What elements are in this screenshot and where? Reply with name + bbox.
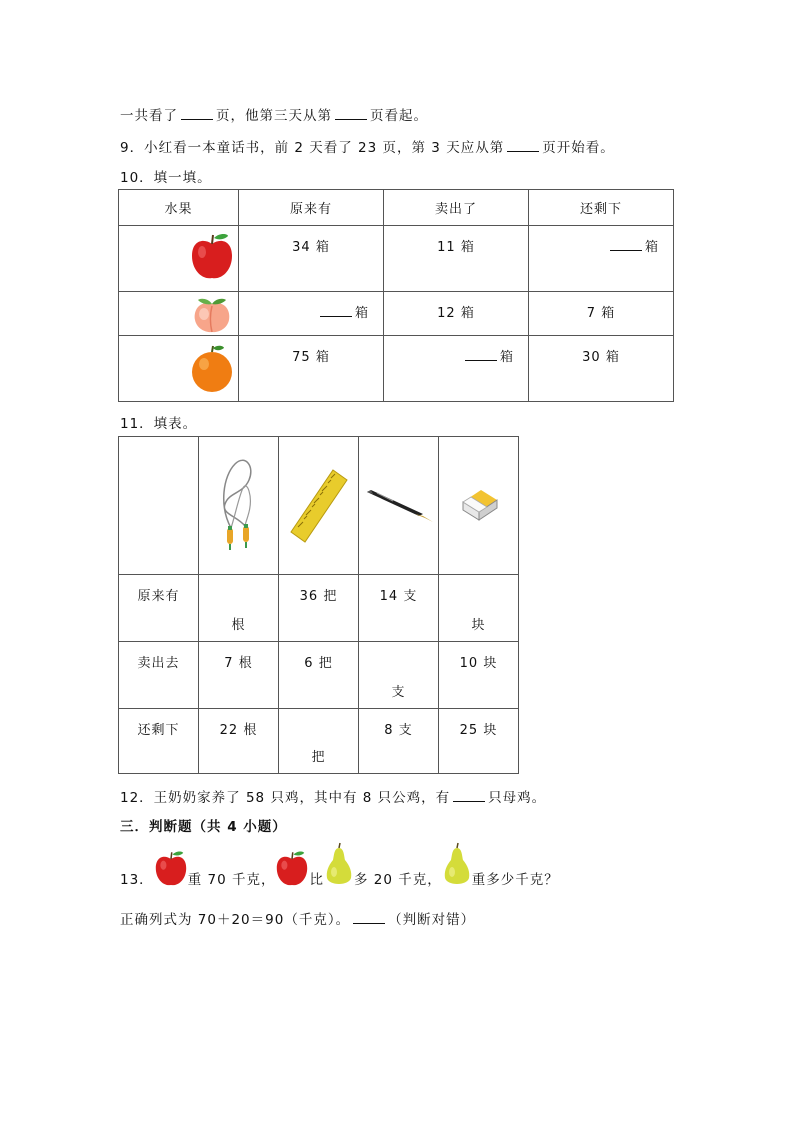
pear-icon [442, 842, 472, 892]
table-row: 卖出去 7 根 6 把 支 10 块 [119, 642, 519, 709]
apple-icon [190, 232, 234, 286]
jump-rope-icon [199, 437, 278, 574]
section-title: 三．判断题（共 4 小题） [120, 819, 287, 835]
ruler-icon [279, 437, 358, 574]
question-11-title: 11．填表。 [120, 416, 198, 432]
apple-icon [275, 850, 309, 892]
answer-blank[interactable] [353, 911, 385, 924]
question-12: 12．王奶奶家养了 58 只鸡，其中有 8 只公鸡，有 只母鸡。 [120, 790, 547, 806]
answer-blank[interactable] [320, 304, 352, 317]
table-row: 75 箱 箱 30 箱 [119, 336, 674, 402]
answer-blank[interactable] [465, 348, 497, 361]
orange-icon [190, 342, 234, 398]
question-13-statement: 正确列式为 70＋20＝90（千克）。 （判断对错） [120, 912, 476, 928]
question-10-title: 10．填一填。 [120, 170, 212, 186]
fruit-table [118, 189, 674, 402]
answer-blank[interactable] [335, 107, 367, 120]
answer-blank[interactable] [181, 107, 213, 120]
table-row: 箱 12 箱 7 箱 [119, 292, 674, 336]
header-cell: 卖出了 [384, 190, 529, 226]
header-cell: 还剩下 [529, 190, 674, 226]
eraser-icon [439, 437, 518, 574]
header-cell: 水果 [119, 190, 239, 226]
table-row: 34 箱 11 箱 箱 [119, 226, 674, 292]
question-8-tail: 一共看了 页，他第三天从第 页看起。 [120, 108, 428, 124]
peach-icon [190, 296, 234, 338]
table-row [119, 437, 519, 575]
header-cell: 原来有 [239, 190, 384, 226]
stationery-table [118, 436, 519, 774]
pear-icon [324, 842, 354, 892]
answer-blank[interactable] [507, 139, 539, 152]
apple-icon [154, 850, 188, 892]
table-row: 还剩下 22 根 把 8 支 25 块 [119, 709, 519, 774]
pen-icon [359, 437, 438, 574]
question-9: 9．小红看一本童话书，前 2 天看了 23 页，第 3 天应从第 页开始看。 [120, 140, 615, 156]
table-row: 原来有 根 36 把 14 支 块 [119, 575, 519, 642]
answer-blank[interactable] [610, 238, 642, 251]
answer-blank[interactable] [453, 789, 485, 802]
question-13: 13． 重 70 千克， 比 多 20 千克， 重多少千克？ [120, 846, 559, 892]
